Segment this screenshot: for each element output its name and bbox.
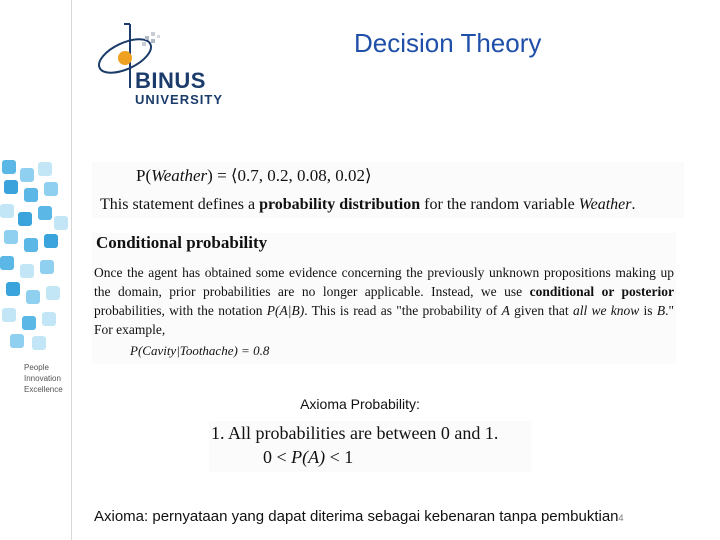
axioma-definition: [94, 508, 624, 525]
tagline: [24, 362, 63, 395]
formula-variable: Weather: [151, 166, 208, 185]
para-text: given that: [509, 303, 573, 318]
axiom-statement: 1. All probabilities are between 0 and 1.: [211, 423, 499, 443]
formula-part: ) = ⟨0.7, 0.2, 0.08, 0.02⟩: [207, 166, 372, 185]
para-text: probabilities, with the notation: [94, 303, 267, 318]
statement-text: for the random variable: [420, 196, 579, 213]
decorative-tile-pattern: [0, 160, 70, 350]
inequality-variable: P(A): [291, 447, 326, 467]
conditional-probability-paragraph: [94, 263, 674, 339]
para-text: . This is read as "the probability of: [304, 303, 502, 318]
distribution-statement: [100, 196, 636, 214]
sidebar-divider: [71, 0, 72, 540]
tagline-line: Excellence: [24, 385, 63, 394]
para-bold: or posterior: [601, 284, 675, 299]
page-title: Decision Theory: [354, 28, 542, 58]
inequality-part: < 1: [325, 447, 354, 467]
axioma-definition-text: Axioma: pernyataan yang dapat diterima sebagai kebenaran tanpa pembuktian: [94, 508, 619, 525]
page-number: 4: [618, 513, 624, 523]
conditional-probability-heading: Conditional probability: [96, 233, 268, 252]
para-notation: P(A|B): [266, 303, 305, 318]
para-var: A: [501, 303, 510, 318]
statement-bold: probability distribution: [259, 196, 421, 213]
para-text: ." For example,: [94, 303, 674, 337]
statement-text: .: [631, 196, 636, 213]
inequality-part: 0 <: [263, 447, 292, 467]
formula-part: P(: [136, 166, 152, 185]
para-bold: conditional: [529, 284, 595, 299]
axioma-probability-label: Axioma Probability:: [300, 396, 420, 412]
sidebar: [0, 0, 72, 540]
tagline-line: Innovation: [24, 374, 61, 383]
para-var: B: [656, 303, 666, 318]
para-text: is: [639, 303, 657, 318]
axiom-excerpt: [209, 421, 531, 472]
para-italic: all we know: [572, 303, 640, 318]
tagline-line: People: [24, 363, 49, 372]
statement-variable: Weather: [578, 196, 632, 213]
para-text: [594, 284, 601, 299]
para-text: Once the agent has obtained some evidence concerning the previously unknown propositions making up the domain, prior probabilities are no longer applicable. Instead, we use: [94, 265, 674, 299]
conditional-probability-excerpt: [92, 233, 676, 364]
logo-subtitle: UNIVERSITY: [135, 92, 224, 107]
statement-text: This statement defines a: [100, 196, 260, 213]
weather-distribution-formula: [136, 166, 372, 186]
axiom-inequality: [263, 447, 353, 468]
probability-distribution-excerpt: [92, 162, 684, 218]
logo-wordmark: BINUS: [135, 68, 206, 93]
cavity-toothache-formula: P(Cavity|Toothache) = 0.8: [130, 343, 270, 358]
